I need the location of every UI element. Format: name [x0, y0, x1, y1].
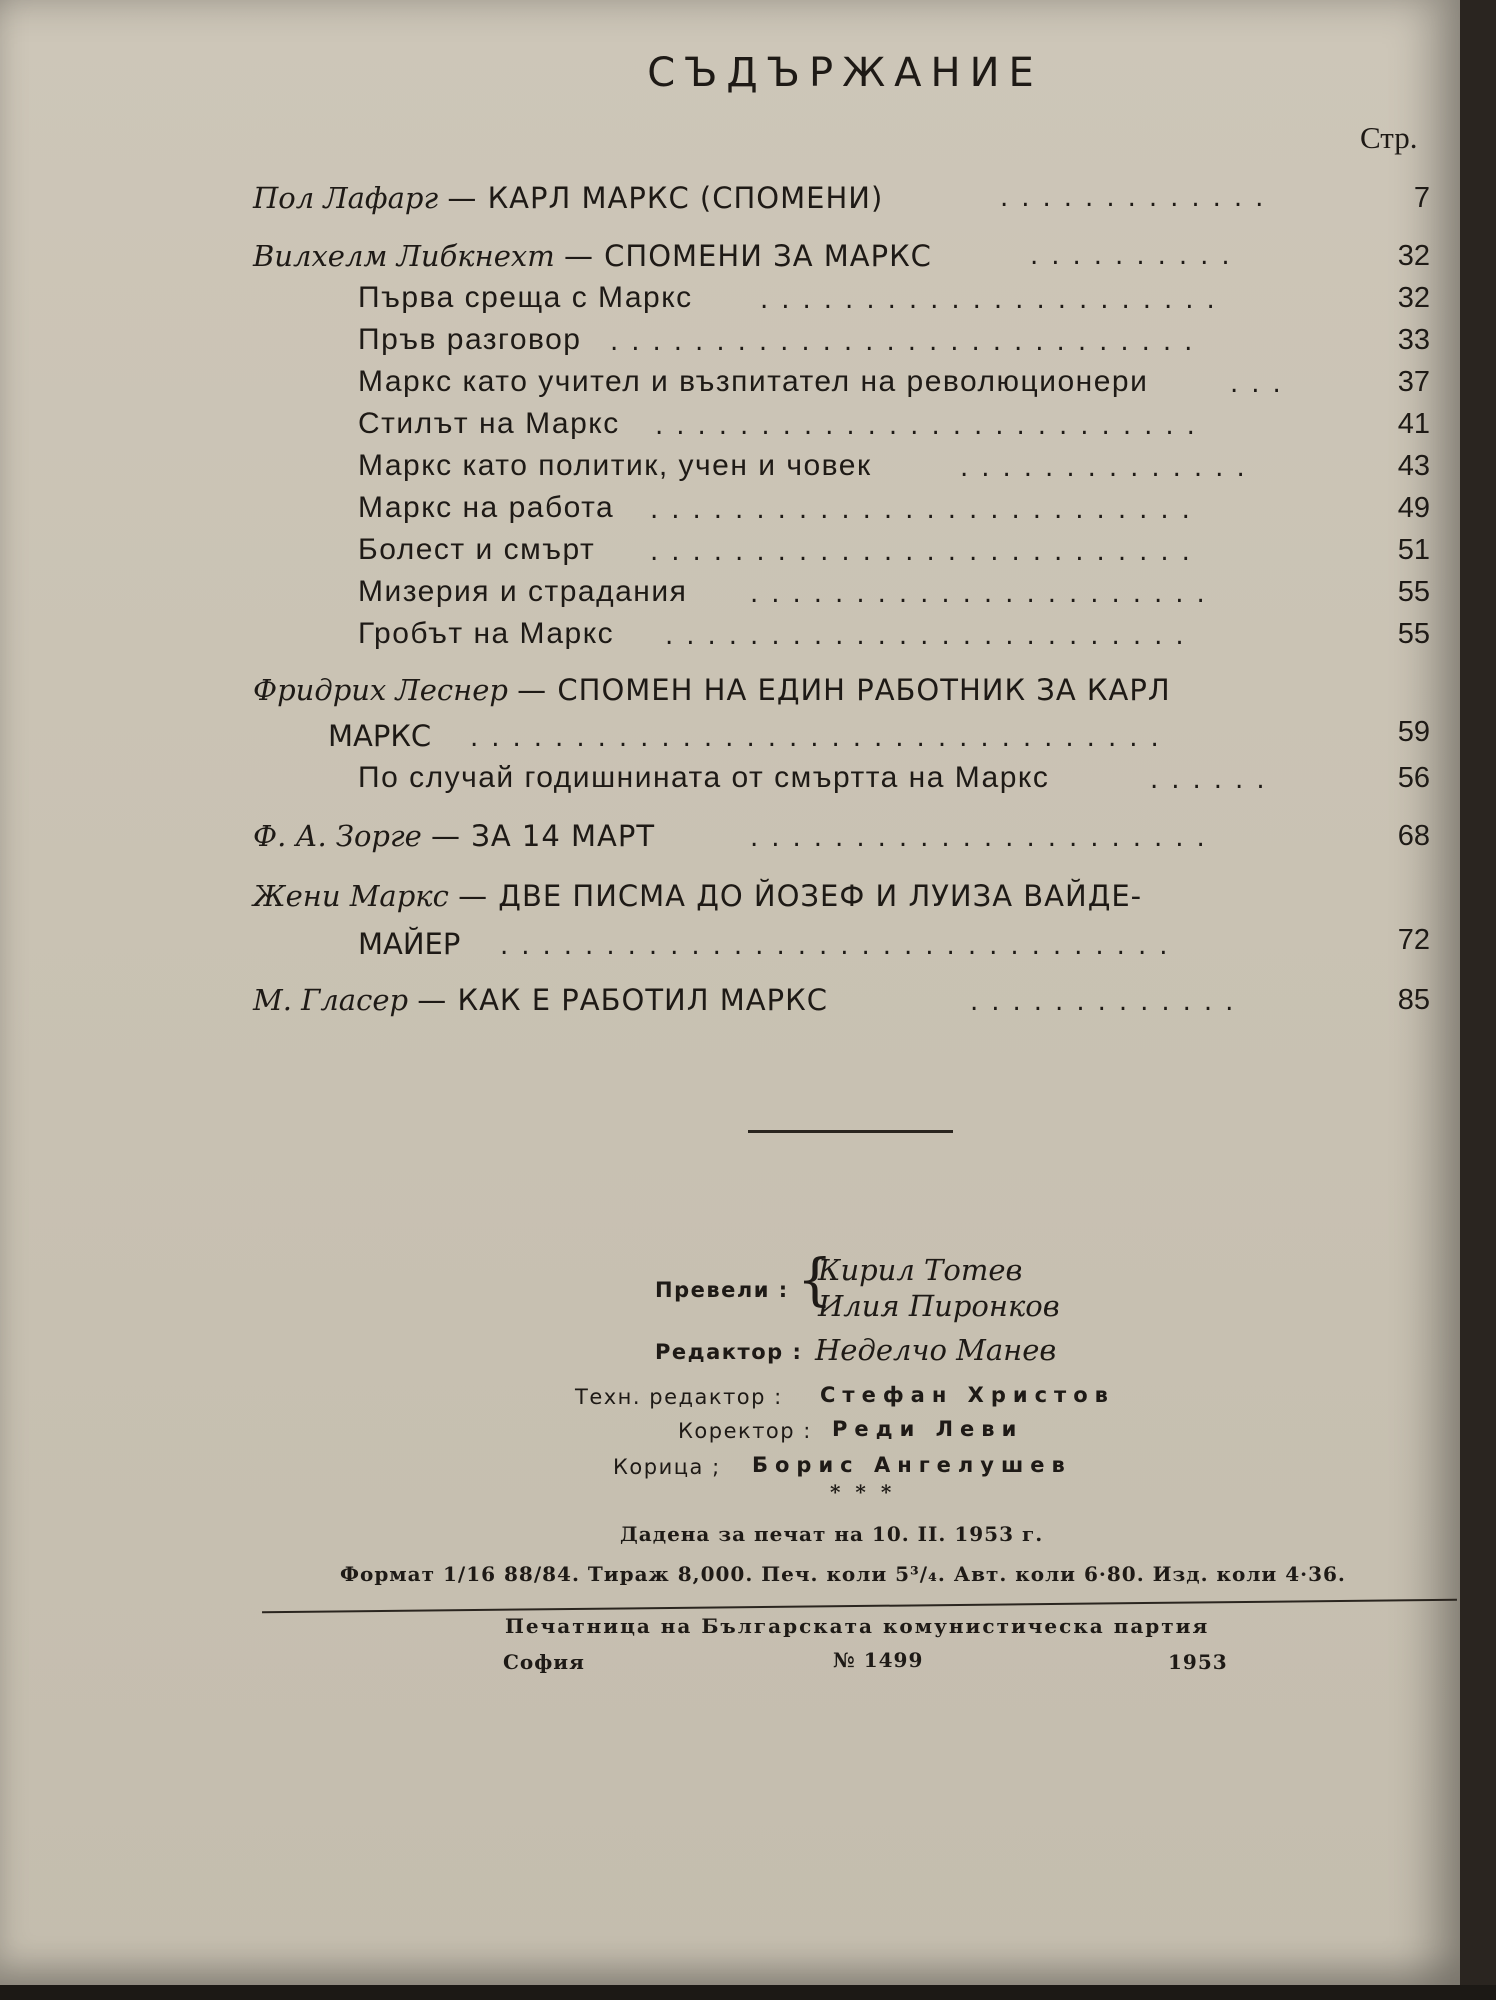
toc-page-number: 49 — [1397, 492, 1430, 524]
toc-entry-continuation: МАРКС — [328, 719, 432, 753]
leader-dots: ...................... — [760, 285, 1228, 315]
toc-subentry: Маркс на работа — [358, 491, 615, 524]
brace-glyph: { — [797, 1248, 833, 1313]
toc-work: — СПОМЕН НА ЕДИН РАБОТНИК ЗА КАРЛ — [517, 673, 1171, 707]
toc-subentry: Болест и смърт — [358, 533, 596, 566]
toc-page-number: 32 — [1397, 282, 1430, 314]
toc-entry — [253, 816, 655, 856]
leader-dots: ............................ — [610, 327, 1206, 357]
imprint-number: № 1499 — [833, 1648, 924, 1672]
leader-dots: ...... — [1150, 765, 1278, 795]
print-date: Дадена за печат на 10. II. 1953 г. — [620, 1522, 1044, 1546]
toc-page-number: 72 — [1397, 924, 1430, 956]
toc-entry — [253, 178, 883, 218]
toc-subentry: Стилът на Маркс — [358, 407, 620, 440]
toc-author: Жени Маркс — [253, 879, 449, 913]
toc-author: Ф. А. Зорге — [253, 819, 422, 853]
leader-dots: ...................... — [750, 579, 1218, 609]
toc-author: Вилхелм Либкнехт — [253, 239, 555, 273]
toc-author: Фридрих Леснер — [253, 673, 508, 707]
leader-dots: ......................... — [665, 621, 1197, 651]
toc-subentry: Маркс като политик, учен и човек — [358, 449, 872, 482]
toc-entry — [253, 670, 1171, 710]
imprint-rule — [262, 1599, 1457, 1614]
toc-page-number: 51 — [1397, 534, 1430, 566]
leader-dots: .......... — [1030, 241, 1243, 271]
leader-dots: ...................... — [750, 823, 1218, 853]
toc-page-number: 59 — [1397, 716, 1430, 748]
toc-author: Пол Лафарг — [253, 181, 439, 215]
toc-author: М. Гласер — [253, 983, 409, 1017]
toc-subentry: По случай годишнината от смъртта на Маркс — [358, 761, 1050, 794]
toc-entry — [253, 876, 1142, 916]
leader-dots: ............. — [1000, 183, 1277, 213]
leader-dots: ................................. — [470, 723, 1172, 753]
translator-name: Илия Пиронков — [818, 1289, 1060, 1323]
toc-page-number: 37 — [1397, 366, 1430, 398]
toc-page-number: 56 — [1397, 762, 1430, 794]
imprint-year: 1953 — [1168, 1650, 1228, 1674]
toc-page-number: 55 — [1397, 618, 1430, 650]
toc-subentry: Пръв разговор — [358, 323, 582, 356]
leader-dots: .......................... — [650, 537, 1203, 567]
toc-page-number: 85 — [1397, 984, 1430, 1016]
tech-editor-label: Техн. редактор : — [575, 1385, 783, 1409]
page-column-label: Стр. — [1360, 120, 1418, 155]
page-title: СЪДЪРЖАНИЕ — [647, 50, 1043, 96]
leader-dots: .......................... — [650, 495, 1203, 525]
cover-artist-name: Борис Ангелушев — [752, 1453, 1072, 1477]
toc-page-number: 32 — [1397, 240, 1430, 272]
separator-stars: * * * — [830, 1480, 896, 1504]
leader-dots: .............. — [960, 453, 1258, 483]
toc-subentry: Първа среща с Маркс — [358, 281, 693, 314]
translator-name: Кирил Тотев — [818, 1253, 1023, 1287]
leader-dots: ................................ — [500, 931, 1181, 961]
leader-dots: ... — [1230, 369, 1294, 399]
toc-work: — ЗА 14 МАРТ — [431, 819, 656, 853]
proofreader-label: Коректор : — [678, 1419, 812, 1443]
toc-subentry: Маркс като учител и възпитател на революционери — [358, 365, 1149, 398]
toc-page-number: 43 — [1397, 450, 1430, 482]
editor-name: Неделчо Манев — [815, 1333, 1057, 1367]
toc-subentry: Мизерия и страдания — [358, 575, 688, 608]
imprint-city: София — [503, 1650, 585, 1674]
toc-page-number: 55 — [1397, 576, 1430, 608]
toc-page-number: 41 — [1397, 408, 1430, 440]
format-line: Формат 1/16 88/84. Тираж 8,000. Печ. коли 5³/₄. Авт. коли 6·80. Изд. коли 4·36. — [340, 1562, 1346, 1586]
leader-dots: ............. — [970, 987, 1247, 1017]
toc-entry-continuation: МАЙЕР — [358, 927, 461, 961]
leader-dots: .......................... — [655, 411, 1208, 441]
toc-work: — ДВЕ ПИСМА ДО ЙОЗЕФ И ЛУИЗА ВАЙДЕ- — [458, 879, 1143, 913]
toc-work: — КАРЛ МАРКС (СПОМЕНИ) — [447, 181, 884, 215]
toc-page-number: 33 — [1397, 324, 1430, 356]
toc-subentry: Гробът на Маркс — [358, 617, 615, 650]
section-divider — [748, 1130, 953, 1133]
cover-label: Корица ; — [613, 1455, 721, 1479]
proofreader-name: Реди Леви — [832, 1417, 1024, 1441]
page-edge-shadow — [0, 1985, 1496, 2000]
toc-entry — [253, 980, 828, 1020]
translators-label: Превели : — [655, 1278, 789, 1302]
toc-work: — СПОМЕНИ ЗА МАРКС — [563, 239, 932, 273]
toc-entry — [253, 236, 932, 276]
editor-label: Редактор : — [655, 1340, 803, 1364]
tech-editor-name: Стефан Христов — [820, 1383, 1115, 1407]
toc-work: — КАК Е РАБОТИЛ МАРКС — [417, 983, 828, 1017]
toc-page-number: 68 — [1397, 820, 1430, 852]
printer-name: Печатница на Българската комунистическа партия — [505, 1614, 1210, 1638]
toc-page-number: 7 — [1413, 182, 1430, 214]
